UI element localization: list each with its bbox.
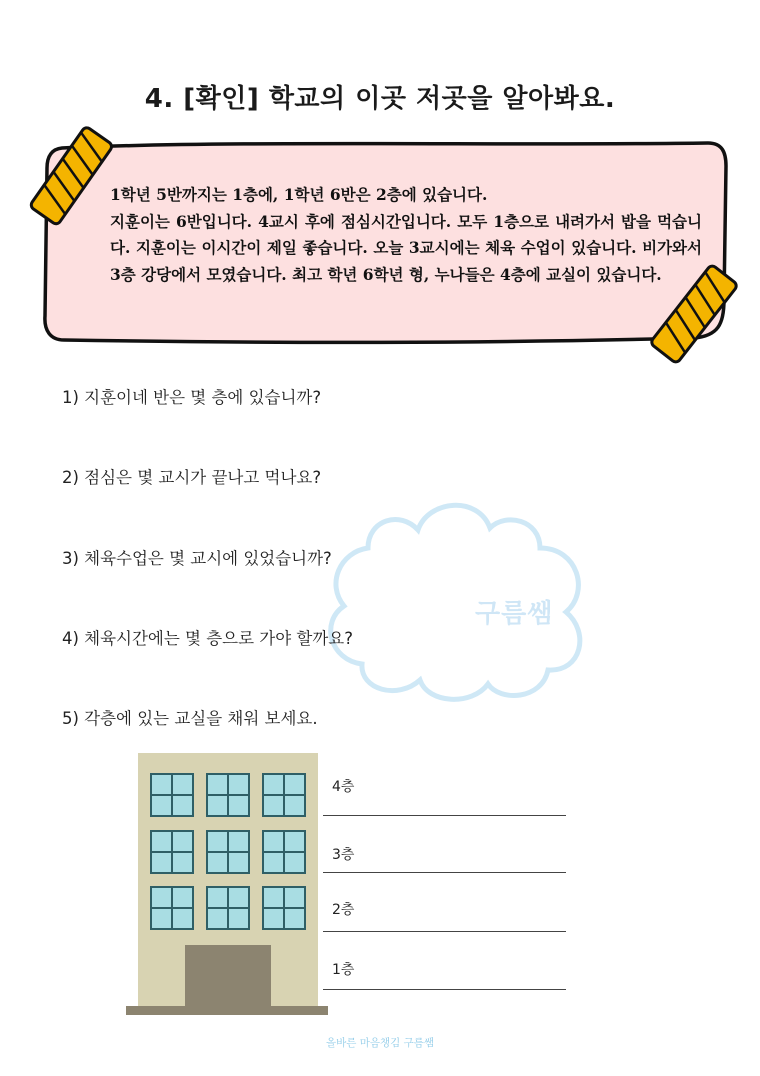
worksheet-title: 4. [확인] 학교의 이곳 저곳을 알아봐요.	[144, 84, 616, 114]
window-icon	[263, 774, 305, 816]
window-icon	[207, 774, 249, 816]
passage-line-1: 1학년 5반까지는 1층에, 1학년 6반은 2층에 있습니다.	[110, 185, 488, 204]
footer-credit: 올바른 마음챙김 구름쌤	[325, 1037, 435, 1049]
answer-line-floor-4[interactable]	[323, 815, 566, 816]
question-1: 1) 지훈이네 반은 몇 층에 있습니까?	[62, 388, 322, 407]
question-4: 4) 체육시간에는 몇 층으로 가야 할까요?	[62, 629, 354, 648]
answer-line-floor-1[interactable]	[323, 989, 566, 990]
floor-label-2: 2층	[332, 902, 355, 918]
question-2: 2) 점심은 몇 교시가 끝나고 먹나요?	[62, 468, 322, 487]
window-icon	[263, 831, 305, 873]
window-icon	[207, 887, 249, 929]
window-icon	[151, 774, 193, 816]
question-3: 3) 체육수업은 몇 교시에 있었습니까?	[62, 549, 332, 568]
floor-label-1: 1층	[332, 962, 355, 978]
floor-label-3: 3층	[332, 847, 355, 863]
answer-line-floor-2[interactable]	[323, 931, 566, 932]
passage-body: 지훈이는 6반입니다. 4교시 후에 점심시간입니다. 모두 1층으로 내려가서 밥을 먹습니다. 지훈이는 이시간이 제일 좋습니다. 오늘 3교시에는 체육 수업이 있습니다. 비가와서 3층 강당에서 모였습니다. 최고 학년 6학년 형, 누나들은 4층에 교실이 있습니다.	[110, 211, 702, 284]
watermark: 구름쌤	[475, 599, 554, 629]
answer-line-floor-3[interactable]	[323, 872, 566, 873]
window-icon	[151, 831, 193, 873]
window-icon	[151, 887, 193, 929]
window-icon	[263, 887, 305, 929]
question-5: 5) 각층에 있는 교실을 채워 보세요.	[62, 709, 318, 728]
window-icon	[207, 831, 249, 873]
floor-label-4: 4층	[332, 779, 355, 795]
